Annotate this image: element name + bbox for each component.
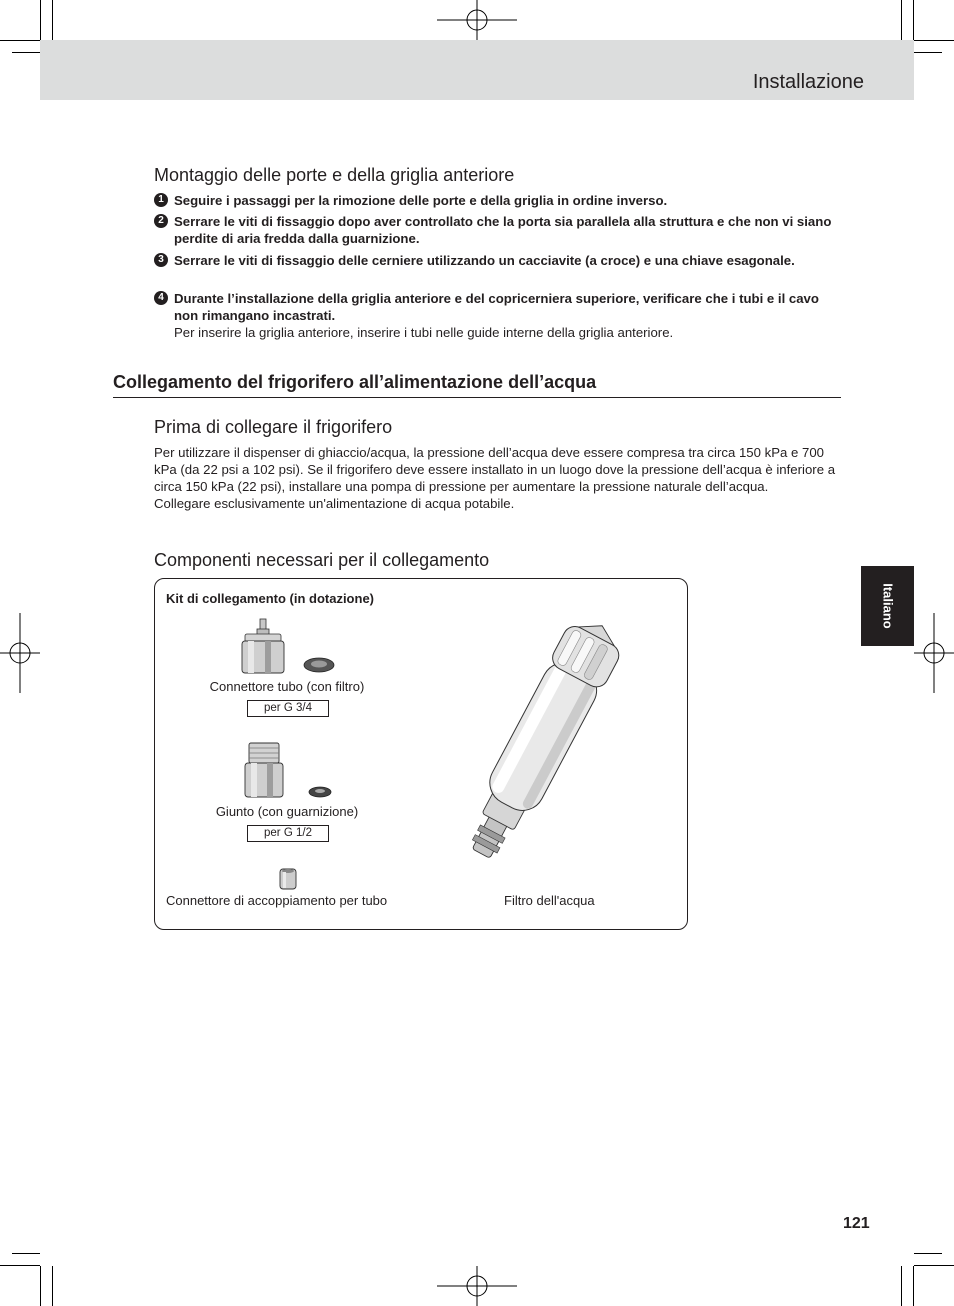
step-4 [154, 290, 844, 341]
header-title: Installazione [752, 71, 864, 93]
joint-illustration [243, 743, 343, 803]
page-number: 121 [843, 1215, 870, 1232]
step-number: 1 [154, 193, 168, 207]
step-number: 3 [154, 253, 168, 267]
registration-mark-right [914, 613, 954, 693]
sub1-para1: Per utilizzare il dispenser di ghiaccio/acqua, la pressione dell’acqua deve essere compresa tra circa 150 kPa e 700 kPa (da 22 psi a 102 psi). Se il frigorifero deve essere installato in un luogo dove la pressione dell’acqua è inferiore a circa 150 kPa (22 psi), installare una pompa di pressione per aumentare la pressione naturale dell’acqua. [154, 445, 836, 494]
item2-size: per G 1/2 [247, 825, 329, 842]
sub1-para [154, 444, 844, 512]
step-note: Per inserire la griglia anteriore, inserire i tubi nelle guide interne della griglia anteriore. [174, 325, 674, 340]
step-1 [154, 192, 844, 209]
coupling-connector-illustration [278, 867, 298, 891]
section2-title: Collegamento del frigorifero all’alimentazione dell’acqua [113, 372, 841, 398]
step-text: Durante l’installazione della griglia anteriore e del copricerniera superiore, verificare che i tubi e il cavo non rimangano incastrati. [174, 291, 819, 323]
step-2 [154, 213, 844, 247]
step-number: 2 [154, 214, 168, 228]
step-number: 4 [154, 291, 168, 305]
section1-title: Montaggio delle porte e della griglia anteriore [154, 165, 515, 185]
kit-title: Kit di collegamento (in dotazione) [166, 591, 374, 606]
header-band [40, 40, 914, 100]
item2-label: Giunto (con guarnizione) [215, 804, 359, 819]
item1-size: per G 3/4 [247, 700, 329, 717]
language-tab [861, 566, 914, 646]
step-text: Serrare le viti di fissaggio delle cerniere utilizzando un cacciavite (a croce) e una chiave esagonale. [174, 253, 795, 268]
water-filter-illustration [460, 617, 645, 887]
registration-mark-top [437, 0, 517, 40]
item3-label: Connettore di accoppiamento per tubo [166, 893, 388, 908]
item4-label: Filtro dell'acqua [504, 893, 595, 908]
language-tab-label: Italiano [880, 583, 895, 629]
sub1-title: Prima di collegare il frigorifero [154, 417, 393, 437]
step-text: Serrare le viti di fissaggio dopo aver controllato che la porta sia parallela alla struttura e che non vi siano perdite di aria fredda dalla guarnizione. [174, 214, 832, 246]
sub2-title: Componenti necessari per il collegamento [154, 550, 490, 570]
step-text: Seguire i passaggi per la rimozione delle porte e della griglia in ordine inverso. [174, 193, 668, 208]
kit-box [154, 578, 688, 930]
item1-label: Connettore tubo (con filtro) [209, 679, 365, 694]
sub1-para2: Collegare esclusivamente un'alimentazione di acqua potabile. [154, 496, 515, 511]
registration-mark-bottom [437, 1266, 517, 1306]
step-3 [154, 252, 844, 269]
registration-mark-left [0, 613, 40, 693]
hose-connector-illustration [239, 619, 339, 677]
